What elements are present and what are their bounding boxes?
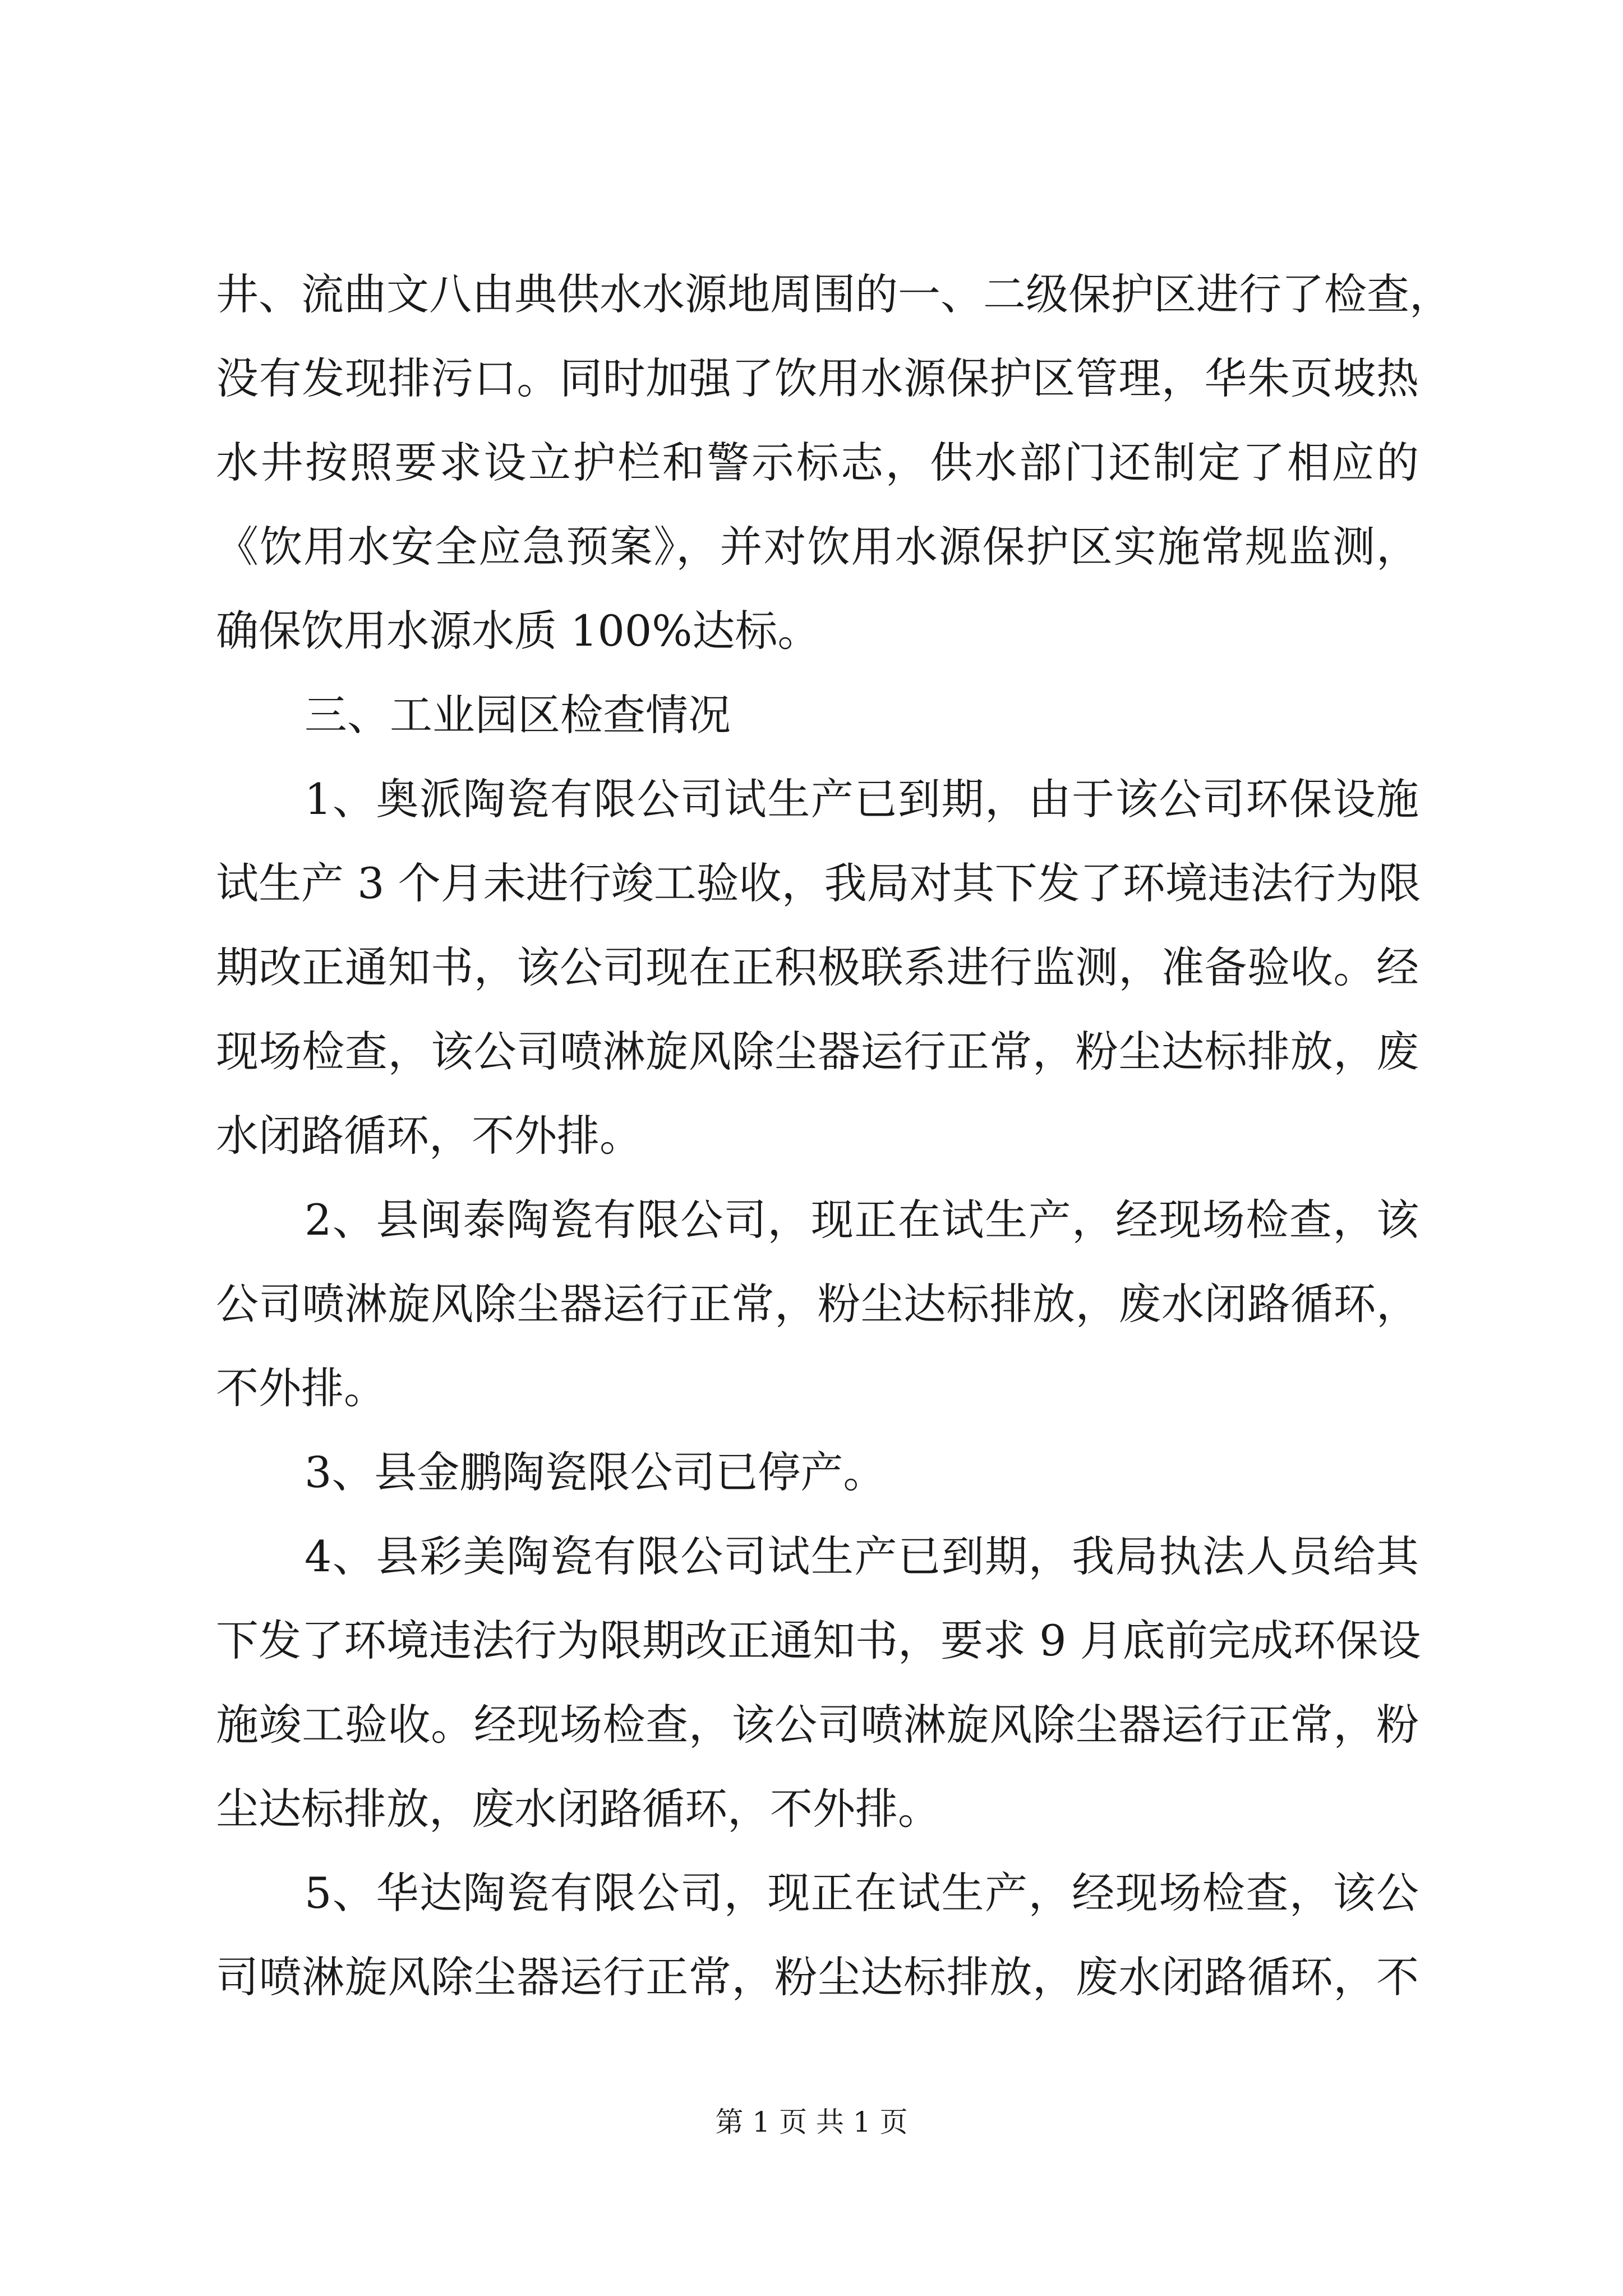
text-line: 确保饮用水源水质 100%达标。 (216, 606, 820, 656)
document-body (216, 252, 1452, 2019)
text-line: 1、奥派陶瓷有限公司试生产已到期，由于该公司环保设施 (305, 774, 1419, 824)
text-line: 《饮用水安全应急预案》，并对饮用水源保护区实施常规监测， (216, 522, 1419, 572)
page-number-footer: 第 1 页 共 1 页 (715, 2106, 908, 2138)
text-line: 4、县彩美陶瓷有限公司试生产已到期，我局执法人员给其 (305, 1531, 1419, 1581)
section-heading: 三、工业园区检查情况 (305, 690, 731, 740)
text-line: 5、华达陶瓷有限公司，现正在试生产，经现场检查，该公 (305, 1868, 1419, 1918)
text-line: 2、县闽泰陶瓷有限公司，现正在试生产，经现场检查，该 (305, 1195, 1419, 1245)
text-line: 没有发现排污口。同时加强了饮用水源保护区管理，华朱页坡热 (216, 353, 1419, 403)
text-line: 水闭路循环，不外排。 (216, 1111, 642, 1161)
text-line: 井、流曲文八由典供水水源地周围的一、二级保护区进行了检查， (216, 269, 1452, 319)
text-line: 尘达标排放，废水闭路循环，不外排。 (216, 1784, 940, 1834)
text-line: 下发了环境违法行为限期改正通知书，要求 9 月底前完成环保设 (216, 1616, 1421, 1665)
text-line: 期改正通知书，该公司现在正积极联系进行监测，准备验收。经 (216, 942, 1419, 992)
text-line: 现场检查，该公司喷淋旋风除尘器运行正常，粉尘达标排放，废 (216, 1027, 1419, 1076)
text-line: 施竣工验收。经现场检查，该公司喷淋旋风除尘器运行正常，粉 (216, 1700, 1419, 1750)
text-line: 公司喷淋旋风除尘器运行正常，粉尘达标排放，废水闭路循环， (216, 1279, 1419, 1329)
text-line: 水井按照要求设立护栏和警示标志，供水部门还制定了相应的 (216, 438, 1419, 487)
text-line: 不外排。 (216, 1363, 386, 1413)
text-line: 司喷淋旋风除尘器运行正常，粉尘达标排放，废水闭路循环，不 (216, 1952, 1419, 2002)
text-line: 3、县金鹏陶瓷限公司已停产。 (305, 1447, 886, 1497)
text-line: 试生产 3 个月未进行竣工验收，我局对其下发了环境违法行为限 (216, 858, 1421, 908)
